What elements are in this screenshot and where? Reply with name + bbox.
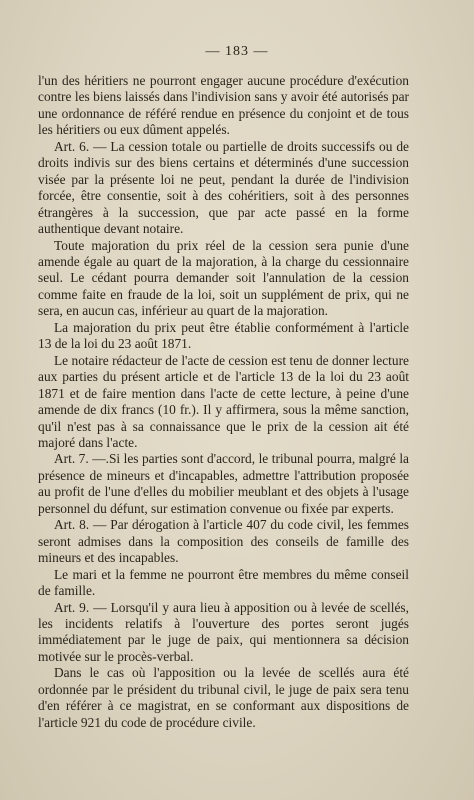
page-body (38, 73, 409, 731)
paragraph-article-8: Art. 8. — Par dérogation à l'article 407 du code civil, les femmes seront admises dans la composition des conseils de famille des mineurs et des incapables. (38, 517, 409, 566)
paragraph-article-7: Art. 7. —.Si les parties sont d'accord, le tribunal pourra, malgré la présence de mineurs et d'incapables, admettre l'attribution proposée au profit de l'une d'elles du mobilier meublant et des objets à l'usage personnel du défunt, sur estimation convenue ou fixée par experts. (38, 451, 409, 516)
paragraph-article-9: Art. 9. — Lorsqu'il y aura lieu à apposition ou à levée de scellés, les incidents relatifs à l'ouverture des portes seront jugés immédiatement par le juge de paix, qui mentionnera sa décision motivée sur le procès-verbal. (38, 599, 409, 664)
paragraph-article-6: Art. 6. — La cession totale ou partielle de droits successifs ou de droits indivis sur des biens certains et déterminés d'une succession visée par la présente loi ne peut, pendant la durée de l'indivision forcée, être consentie, soit à des cohéritiers, soit à des personnes étrangères à la succession, que par acte passé en la forme authentique devant notaire. (38, 138, 409, 237)
page-number: — 183 — (205, 44, 269, 59)
paragraph-majoration-proof: La majoration du prix peut être établie conformément à l'article 13 de la loi du 23 août 1871. (38, 319, 409, 352)
paragraph-notary-duty: Le notaire rédacteur de l'acte de cession est tenu de donner lecture aux parties du présent article et de l'article 13 de la loi du 23 août 1871 et de faire mention dans l'acte de cette lecture, à peine d'une amende de dix francs (10 fr.). Il y affirmera, sous la même sanction, qu'il n'est pas à sa connaissance que le prix de la cession ait été majoré dans l'acte. (38, 352, 409, 450)
paragraph-majoration-penalty: Toute majoration du prix réel de la cession sera punie d'une amende égale au quart de la majoration, à la charge du cessionnaire seul. Le cédant pourra demander soit l'annulation de la cession comme faite en fraude de la loi, soit un supplément de prix, qui ne sera, en aucun cas, inférieur au quart de la majoration. (38, 237, 409, 319)
paragraph-seals-referral: Dans le cas où l'apposition ou la levée de scellés aura été ordonnée par le président du tribunal civil, le juge de paix sera tenu d'en référer à ce magistrat, en se conformant aux dispositions de l'article 921 du code de procédure civile. (38, 665, 409, 730)
paragraph-spouses: Le mari et la femme ne pourront être membres du même conseil de famille. (38, 566, 409, 599)
paragraph-continuation: l'un des héritiers ne pourront engager aucune procédure d'exécution contre les biens laissés dans l'indivision sans y avoir été autorisés par une ordonnance de référé rendue en présence du conjoint et de tous les héritiers ou eux dûment appelés. (38, 73, 409, 138)
